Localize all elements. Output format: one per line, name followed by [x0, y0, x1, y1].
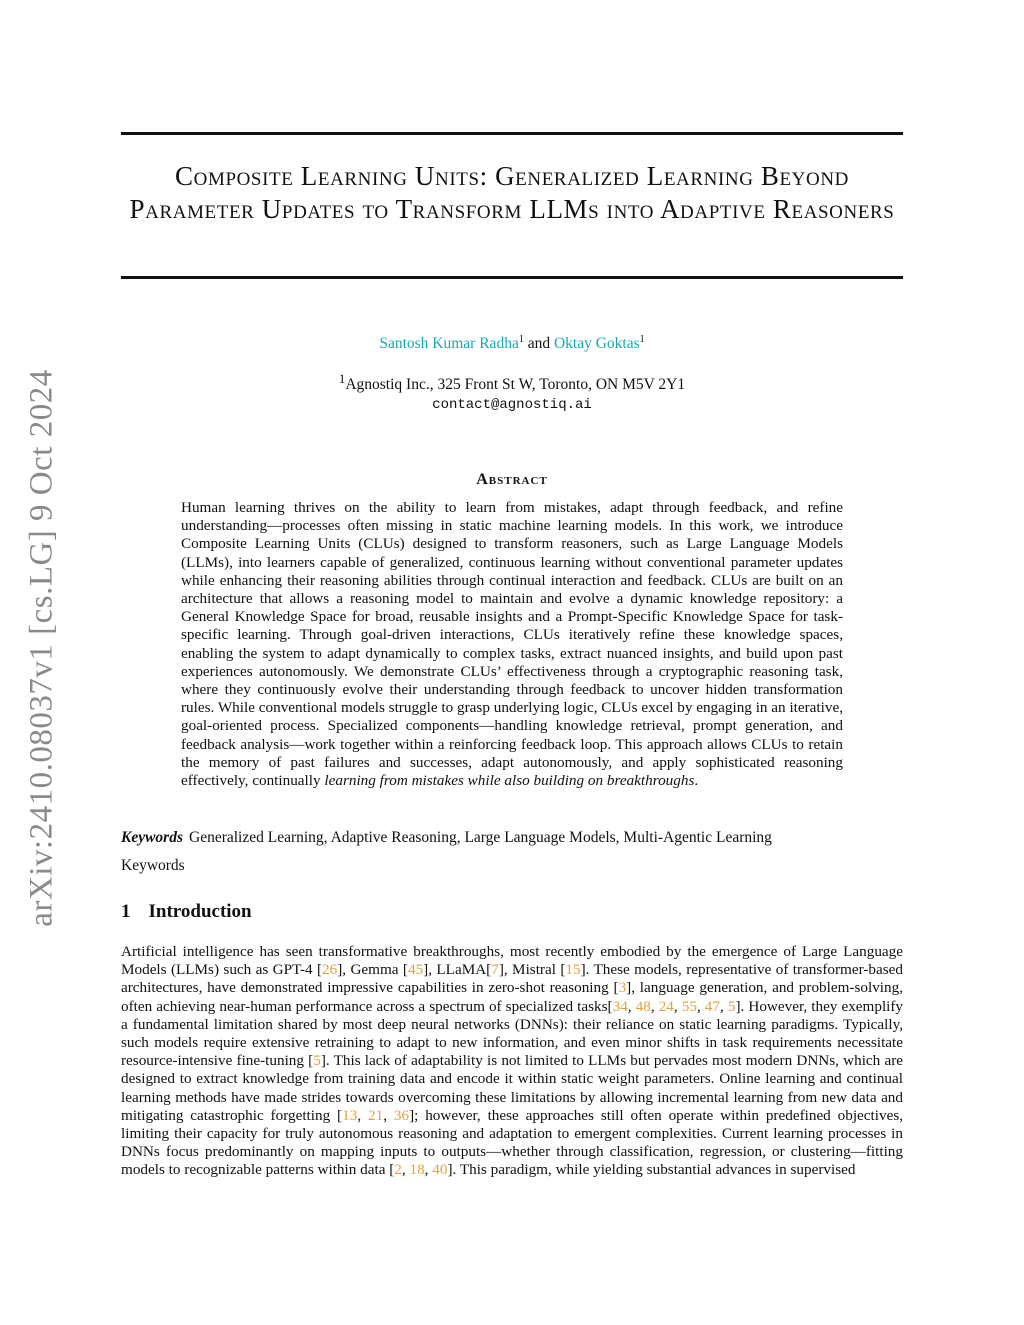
author-link-radha[interactable]: Santosh Kumar Radha	[379, 335, 519, 353]
introduction-paragraph: Artificial intelligence has seen transformative breakthroughs, most recently embodied by the emergence of Large Language Models (LLMs) such as GPT-4 [26], Gemma [45], LLaMA[7], Mistral [15]. These models, representative of transformer-based architectures, have demonstrated impressive capabilities in zero-shot reasoning [3], language generation, and problem-solving, often achieving near-human performance across a spectrum of specialized tasks[34, 48, 24, 55, 47, 5]. However, they exemplify a fundamental limitation shared by most deep neural networks (DNNs): their reliance on static learning paradigms. Typically, such models require extensive retraining to adapt to new information, and even minor shifts in task requirements necessitate resource-intensive fine-tuning [5]. This lack of adaptability is not limited to LLMs but pervades most modern DNNs, which are designed to extract knowledge from training data and encode it within static weight parameters. Online learning and continual learning methods have made strides towards overcoming these limitations by allowing incremental learning from new data and mitigating catastrophic forgetting [13, 21, 36]; however, these approaches still often operate within predefined objectives, limiting their capacity for truly autonomous reasoning and adaptation to emergent complexities. Current learning processes in DNNs focus predominantly on mapping inputs to outputs—whether through classification, regression, or clustering—fitting models to recognizable patterns within data [2, 18, 40]. This paradigm, while yielding substantial advances in supervised	[121, 943, 904, 1179]
author-line	[121, 334, 903, 353]
intro-text: ]. These models, representative of transformer-based architectures, have demonstrated impressive capabilities in zero-shot reasoning [	[121, 961, 903, 997]
intro-text: ]. This paradigm, while yielding substantial advances in supervised	[447, 1161, 856, 1179]
citation-link[interactable]: 21	[368, 1106, 384, 1124]
citation-link[interactable]: 36	[393, 1106, 410, 1124]
author-conjunction: and	[523, 335, 554, 353]
keywords-label: Keywords	[121, 829, 183, 846]
citation-link[interactable]: 47	[704, 997, 720, 1015]
intro-text: ], LLaMA[	[423, 961, 492, 979]
citation-link[interactable]: 40	[432, 1161, 448, 1179]
abstract-heading: Abstract	[476, 471, 548, 488]
intro-text: ], Mistral [	[498, 961, 566, 979]
affiliation-text: Agnostiq Inc., 325 Front St W, Toronto, ON M5V 2Y1	[345, 376, 686, 394]
citation-link[interactable]: 5	[727, 997, 736, 1015]
intro-text: ], Gemma [	[337, 961, 408, 979]
abstract-end: .	[694, 772, 699, 790]
paper-title: Composite Learning Units: Generalized Learning Beyond Parameter Updates to Transform LLMs into Adaptive Reasoners	[129, 161, 895, 224]
intro-text: ], language generation, and problem-solving, often achieving near-human performance across a spectrum of specialized tasks[	[121, 979, 903, 1015]
abstract-body	[181, 499, 843, 790]
keywords-line	[121, 829, 903, 847]
citation-link[interactable]: 13	[342, 1106, 358, 1124]
title-rule-top	[121, 132, 903, 135]
citation-link[interactable]: 3	[618, 979, 627, 997]
arxiv-identifier-text: arXiv:2410.08037v1 [cs.LG] 9 Oct 2024	[23, 369, 60, 927]
citation-link[interactable]: 45	[407, 961, 424, 979]
citation-link[interactable]: 24	[658, 997, 674, 1015]
citation-link[interactable]: 18	[409, 1161, 425, 1179]
citation-link[interactable]: 7	[491, 961, 499, 979]
intro-text: ]. However, they exemplify a fundamental limitation shared by most deep neural networks (DNNs): their reliance on static learning paradigms. Typically, such models require extensive retraining to adapt to new information, and even minor shifts in task requirements necessitate resource-intensive fine-tuning [	[121, 997, 904, 1070]
citation-link[interactable]: 55	[681, 997, 697, 1015]
author2-affil-mark: 1	[639, 334, 645, 345]
citation-link[interactable]: 48	[635, 997, 651, 1015]
section-number: 1	[121, 901, 131, 922]
citation-link[interactable]: 5	[313, 1052, 321, 1070]
author1-affil-mark: 1	[518, 334, 524, 345]
intro-text: Artificial intelligence has seen transformative breakthroughs, most recently embodied by the emergence of Large Language Models (LLMs) such as GPT-4 [	[121, 943, 903, 979]
affiliation-mark: 1	[338, 371, 346, 386]
contact-email[interactable]: contact@agnostiq.ai	[432, 397, 592, 414]
citation-link[interactable]: 2	[394, 1161, 402, 1179]
intro-text: ]. This lack of adaptability is not limited to LLMs but pervades most modern DNNs, which are designed to extract knowledge from training data and encode it within static weight parameters. Online learning and continual learning methods have made strides towards overcoming these limitations by allowing incremental learning from new data and mitigating catastrophic forgetting [	[121, 1052, 903, 1124]
citation-link[interactable]: 26	[322, 961, 338, 979]
section-heading-introduction	[121, 901, 252, 923]
citation-link[interactable]: 15	[565, 961, 581, 979]
keywords-text: Generalized Learning, Adaptive Reasoning, Large Language Models, Multi-Agentic Learning	[189, 829, 772, 846]
abstract-text: Human learning thrives on the ability to learn from mistakes, adapt through feedback, and refine understanding—processes often missing in static machine learning models. In this work, we introduce Composite Learning Units (CLUs) designed to transform reasoners, such as Large Language Models (LLMs), into learners capable of generalized, continuous learning without conventional parameter updates while enhancing their reasoning abilities through continual interaction and feedback. CLUs are built on an architecture that allows a reasoning model to maintain and evolve a dynamic knowledge repository: a General Knowledge Space for broad, reusable insights and a Prompt-Specific Knowledge Space for task-specific learning. Through goal-driven interactions, CLUs iteratively refine these knowledge spaces, enabling the system to adapt dynamically to complex tasks, extract nuanced insights, and build upon past experiences autonomously. We demonstrate CLUs’ effectiveness through a cryptographic reasoning task, where they continuously evolve their understanding through feedback to uncover hidden transformation rules. While conventional models struggle to grasp underlying logic, CLUs excel by engaging in an iterative, goal-oriented process. Specialized components—handling knowledge retrieval, prompt generation, and feedback analysis—work together within a reinforcing feedback loop. This approach allows CLUs to retain the memory of past failures and successes, adapt autonomously, and apply sophisticated reasoning effectively, continually	[181, 499, 843, 790]
keywords-note: Keywords	[121, 857, 185, 874]
title-rule-bottom	[121, 276, 903, 279]
citation-link[interactable]: 34	[612, 997, 628, 1015]
section-title: Introduction	[148, 901, 252, 922]
abstract-emphasis: learning from mistakes while also building on breakthroughs	[324, 772, 695, 790]
intro-text: ]; however, these approaches still often operate within predefined objectives, limiting their capacity for truly autonomous reasoning and adaptation to emergent complexities. Current learning processes in DNNs focus predominantly on mapping inputs to outputs—whether through classification, regression, or clustering—fitting models to recognizable patterns within data [	[121, 1106, 904, 1179]
affiliation-block	[121, 369, 903, 415]
author-link-goktas[interactable]: Oktay Goktas	[553, 335, 640, 353]
